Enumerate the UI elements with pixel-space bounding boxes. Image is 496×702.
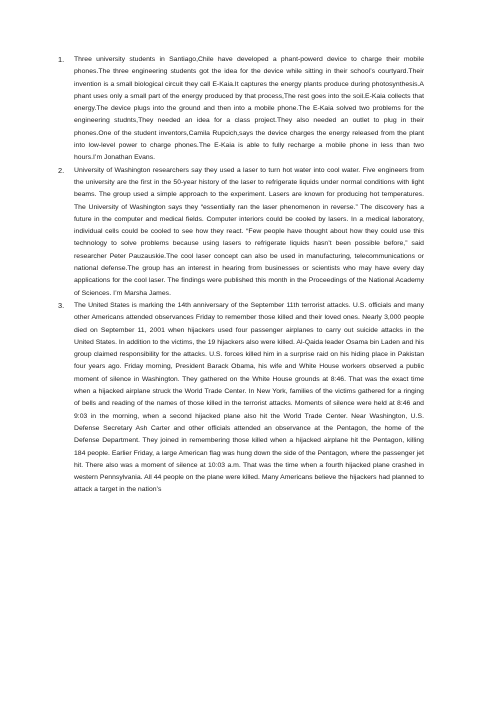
item-number: 2. xyxy=(58,165,65,175)
list-item xyxy=(58,165,424,300)
item-number: 1. xyxy=(58,55,65,64)
list-item xyxy=(58,54,424,165)
item-paragraph: University of Washington researchers say they used a laser to turn hot water into cool water. Five engineers from the university are the first in the 50-year history of the laser to refrigerate liquids under normal conditions with light beams. The group used a simple approach to the experiment. Lasers are known for producing hot temperatures. The University of Washington says they “essentially ran the laser phenomenon in reverse.” The discovery has a future in the computer and medical fields. Computer interiors could be cooled by lasers. In a medical laboratory, individual cells could be cooled to see how they react. “Few people have thought about how they could use this technology to solve problems because using lasers to refrigerate liquids hasn’t been possible before,” said researcher Peter Pauzauskie.The cool laser concept can also be used in manufacturing, telecommunications or national defense.The group has an interest in hearing from businesses or scientists who may have every day applications for the cool laser. The findings were published this month in the Proceedings of the National Academy of Sciences. I’m Marsha James. xyxy=(74,166,424,297)
item-paragraph: The United States is marking the 14th anniversary of the September 11th terrorist attacks. U.S. officials and many other Americans attended observances Friday to remember those killed and their loved ones. Nearly 3,000 people died on September 11, 2001 when hijackers used four passenger airplanes to carry out suicide attacks in the United States. In addition to the victims, the 19 hijackers also were killed. Al-Qaida leader Osama bin Laden and his group claimed responsibility for the attacks. U.S. forces killed him in a surprise raid on his hiding place in Pakistan four years ago. Friday morning, President Barack Obama, his wife and White House workers observed a public moment of silence in Washington. They gathered on the White House grounds at 8:46. That was the exact time when a hijacked airplane struck the World Trade Center. In New York, families of the victims gathered for a ringing of bells and reading of the names of those killed in the terrorist attacks. Moments of silence were held at 8:46 and 9:03 in the morning, when a second hijacked plane also hit the World Trade Center. Near Washington, U.S. Defense Secretary Ash Carter and other officials attended an observance at the Pentagon, the home of the Defense Department. They joined in remembering those killed when a hijacked airplane hit the Pentagon, killing 184 people. Earlier Friday, a large American flag was hung down the side of the Pentagon, where the passenger jet hit. There also was a moment of silence at 10:03 a.m. That was the time when a fourth hijacked plane crashed in western Pennsylvania. All 44 people on the plane were killed. Many Americans believe the hijackers had planned to attack a target in the nation’s xyxy=(74,301,424,494)
item-number: 3. xyxy=(58,300,65,310)
article-list xyxy=(58,54,424,497)
item-paragraph: Three university students in Santiago,Chile have developed a phant-powerd device to charge their mobile phones.The three engineering students got the idea for the device while sitting in their school’s courtyard.Their invention is a small biological circuit they call E-Kaia.It captures the energy plants produce during photosynthesis.A phant uses only a small part of the energy produced by that process,The rest goes into the soil.E-Kaia collects that energy.The device plugs into the ground and then into a mobile phone.The E-Kaia solved two problems for the engineering studnts,They needed an idea for a class project.They also needed an outlet to plug in their phones.One of the student inventors,Camila Rupcich,says the device charges the energy released from the plant into low-level power to charge phones.The E-Kaia is able to fully recharge a mobile phone in less than two hours.I’m Jonathan Evans. xyxy=(74,56,424,162)
list-item xyxy=(58,300,424,497)
